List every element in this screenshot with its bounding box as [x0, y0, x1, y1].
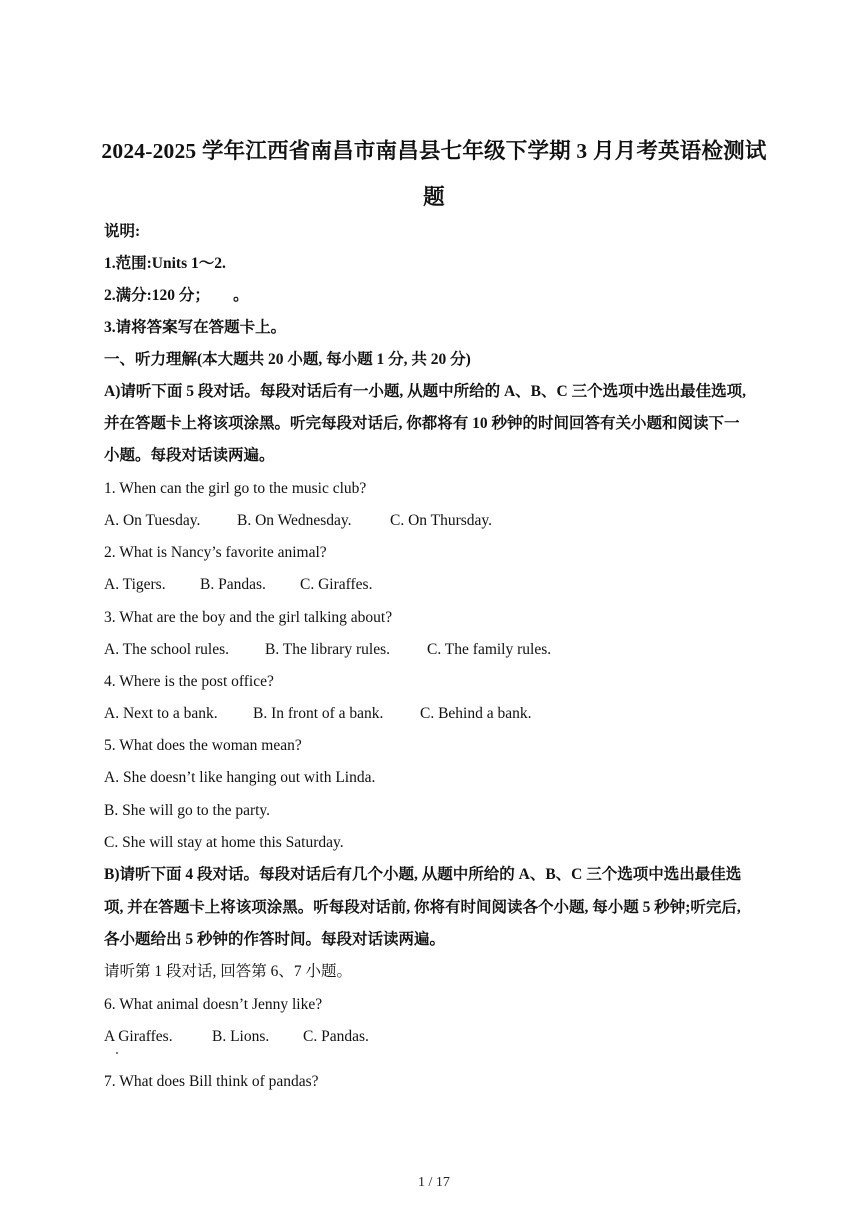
dialog-1-instruction: 请听第 1 段对话, 回答第 6、7 小题。: [104, 963, 353, 980]
question-6-options: [104, 1027, 369, 1047]
option-b: B. Lions.: [212, 1028, 270, 1045]
question-2: 2. What is Nancy’s favorite animal?: [104, 544, 327, 561]
page-title-line1: 2024-2025 学年江西省南昌市南昌县七年级下学期 3 月月考英语检测试: [101, 139, 767, 163]
option-a: A. Next to a bank.: [104, 705, 218, 722]
part-b-instruction-line3: 各小题给出 5 秒钟的作答时间。每段对话读两遍。: [104, 931, 446, 948]
page-number: 1 / 17: [418, 1175, 450, 1190]
option-c: C. Behind a bank.: [420, 705, 532, 722]
note-score: 2.满分:120 分； 。: [104, 287, 249, 304]
question-5: 5. What does the woman mean?: [104, 737, 302, 754]
option-c: C. The family rules.: [427, 641, 552, 658]
page-title-line2: 题: [423, 185, 445, 209]
question-3-options: [104, 640, 551, 660]
question-6: 6. What animal doesn’t Jenny like?: [104, 996, 323, 1013]
question-4: 4. Where is the post office?: [104, 673, 274, 690]
question-7: 7. What does Bill think of pandas?: [104, 1073, 319, 1090]
question-1: 1. When can the girl go to the music club?: [104, 480, 367, 497]
note-scope: 1.范围:Units 1～2.: [104, 255, 226, 272]
question-5-option-c: C. She will stay at home this Saturday.: [104, 834, 344, 851]
option-a: A Giraffes.: [104, 1028, 173, 1045]
option-c: C. Pandas.: [303, 1028, 369, 1045]
part-a-instruction-line1: A)请听下面 5 段对话。每段对话后有一小题, 从题中所给的 A、B、C 三个选项中选出最佳选项,: [104, 383, 746, 400]
note-answer-sheet: 3.请将答案写在答题卡上。: [104, 319, 287, 336]
question-3: 3. What are the boy and the girl talking about?: [104, 609, 393, 626]
question-5-option-a: A. She doesn’t like hanging out with Linda.: [104, 769, 376, 786]
option-a: A. On Tuesday.: [104, 512, 201, 529]
part-a-instruction-line2: 并在答题卡上将该项涂黑。听完每段对话后, 你都将有 10 秒钟的时间回答有关小题和阅读下一: [104, 415, 740, 432]
option-b: B. In front of a bank.: [253, 705, 384, 722]
option-b: B. Pandas.: [200, 576, 266, 593]
option-c: C. Giraffes.: [300, 576, 373, 593]
question-1-options: [104, 511, 492, 531]
option-c: C. On Thursday.: [390, 512, 493, 529]
part-b-instruction-line2: 项, 并在答题卡上将该项涂黑。听每段对话前, 你将有时间阅读各个小题, 每小题 5 秒钟;听完后,: [104, 899, 741, 916]
section-heading-listening: 一、听力理解(本大题共 20 小题, 每小题 1 分, 共 20 分): [104, 351, 471, 368]
question-4-options: [104, 704, 532, 724]
stray-dot-mark: [116, 1052, 118, 1054]
option-a: A. The school rules.: [104, 641, 229, 658]
question-5-option-b: B. She will go to the party.: [104, 802, 271, 819]
notes-heading: 说明:: [104, 223, 141, 240]
option-a: A. Tigers.: [104, 576, 166, 593]
part-a-instruction-line3: 小题。每段对话读两遍。: [104, 447, 275, 464]
option-b: B. The library rules.: [265, 641, 390, 658]
part-b-instruction-line1: B)请听下面 4 段对话。每段对话后有几个小题, 从题中所给的 A、B、C 三个选项中选出最佳选: [104, 866, 742, 883]
question-2-options: [104, 575, 372, 595]
option-b: B. On Wednesday.: [237, 512, 352, 529]
